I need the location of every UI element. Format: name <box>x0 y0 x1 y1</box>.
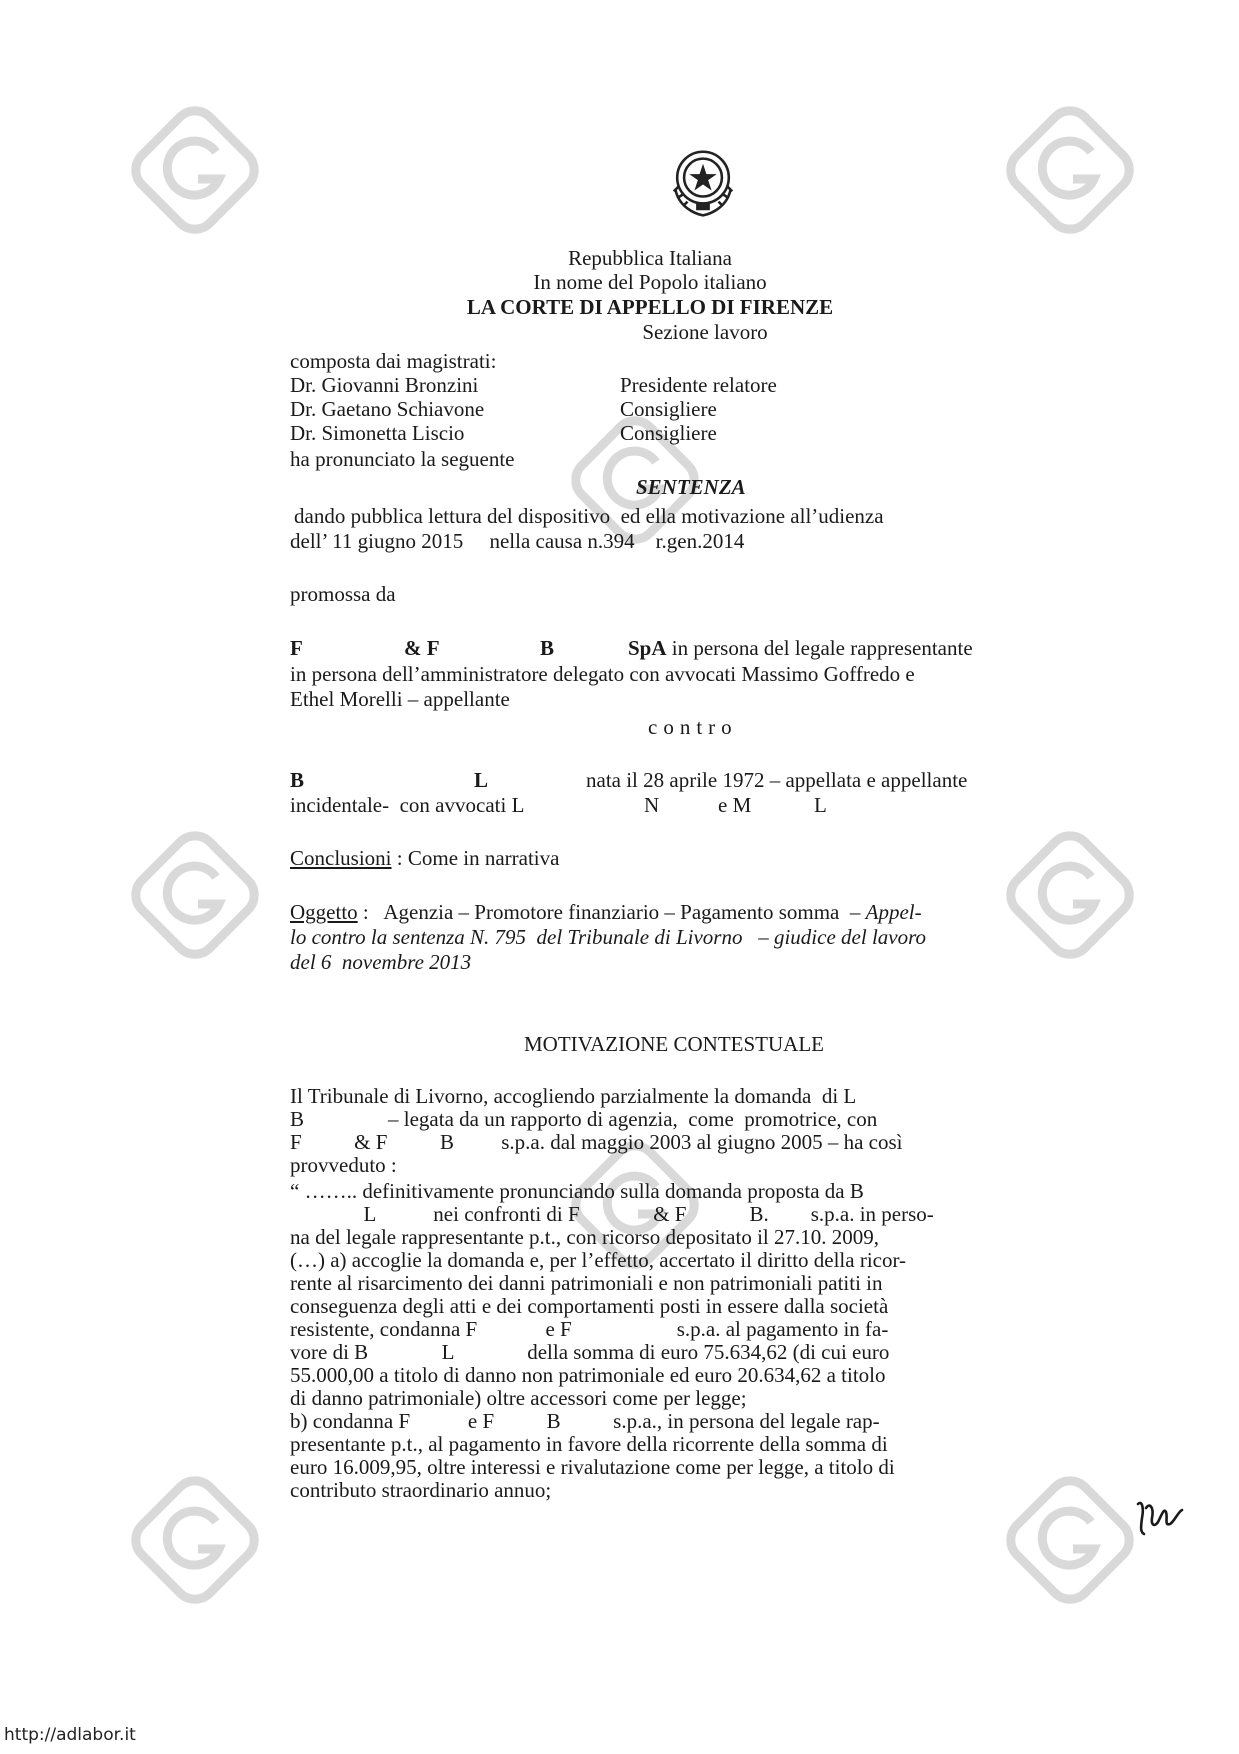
section-heading: Sezione lavoro <box>642 320 768 344</box>
appellee-initial: L <box>474 768 489 792</box>
appellant-representation: in persona del legale rappresentante <box>666 636 973 660</box>
watermark-logo-icon <box>995 95 1145 245</box>
appellant-company <box>628 636 973 660</box>
appellee-birth-line: nata il 28 aprile 1972 – appellata e appellante <box>586 768 968 792</box>
motivazione-title: MOTIVAZIONE CONTESTUALE <box>524 1032 824 1056</box>
body-line: b) condanna F e F B s.p.a., in persona del legale rap- <box>290 1409 880 1433</box>
composition-intro: composta dai magistrati: <box>290 349 497 373</box>
handwritten-initials-icon <box>1134 1498 1190 1538</box>
judge-name: Dr. Simonetta Liscio <box>290 421 465 445</box>
oggetto-line: lo contro la sentenza N. 795 del Tribunale di Livorno – giudice del lavoro <box>290 925 926 949</box>
body-line: resistente, condanna F e F s.p.a. al pagamento in fa- <box>290 1317 889 1341</box>
body-line: na del legale rappresentante p.t., con ricorso depositato il 27.10. 2009, <box>290 1225 879 1249</box>
oggetto-italic-text: Appel- <box>865 900 922 924</box>
appellant-line: Ethel Morelli – appellante <box>290 687 510 711</box>
appellee-counsel-line: incidentale- con avvocati L <box>290 793 525 817</box>
body-line: “ …….. definitivamente pronunciando sulla domanda proposta da B <box>290 1179 864 1203</box>
judge-name: Dr. Giovanni Bronzini <box>290 373 479 397</box>
appellant-company-type: SpA <box>628 636 667 660</box>
judge-role: Consigliere <box>620 421 717 445</box>
body-line: 55.000,00 a titolo di danno non patrimoniale ed euro 20.634,62 a titolo <box>290 1363 886 1387</box>
republic-emblem-icon <box>660 138 746 224</box>
body-line: F & F B s.p.a. dal maggio 2003 al giugno 2005 – ha così <box>290 1130 903 1154</box>
appellee-counsel-initial: L <box>814 793 827 817</box>
appellee-counsel-initial: N <box>644 793 660 817</box>
sentenza-case-line: dell’ 11 giugno 2015 nella causa n.394 r.gen.2014 <box>290 529 745 553</box>
promossa-da-label: promossa da <box>290 582 396 606</box>
appellant-initial: B <box>540 636 555 660</box>
body-line: presentante p.t., al pagamento in favore della ricorrente della somma di <box>290 1432 888 1456</box>
conclusioni-text: : Come in narrativa <box>391 846 560 870</box>
composition-outro: ha pronunciato la seguente <box>290 447 515 471</box>
conclusioni-label: Conclusioni <box>290 846 392 870</box>
body-line: di danno patrimoniale) oltre accessori come per legge; <box>290 1386 747 1410</box>
republic-heading: Repubblica Italiana <box>568 246 732 270</box>
watermark-logo-icon <box>995 1465 1145 1615</box>
court-title: LA CORTE DI APPELLO DI FIRENZE <box>466 295 834 319</box>
body-line: provveduto : <box>290 1153 397 1177</box>
appellant-line: in persona dell’amministratore delegato con avvocati Massimo Goffredo e <box>290 662 915 686</box>
judge-role: Presidente relatore <box>620 373 777 397</box>
body-line: vore di B L della somma di euro 75.634,62 (di cui euro <box>290 1340 890 1364</box>
appellee-counsel-initial: e M <box>718 793 752 817</box>
oggetto-line: del 6 novembre 2013 <box>290 950 472 974</box>
judge-role: Consigliere <box>620 397 717 421</box>
oggetto-line <box>290 900 922 924</box>
appellant-initial: & F <box>404 636 440 660</box>
conclusioni-line <box>290 846 559 870</box>
people-heading: In nome del Popolo italiano <box>533 270 767 294</box>
body-line: L nei confronti di F & F B. s.p.a. in perso- <box>290 1202 934 1226</box>
watermark-logo-icon <box>995 820 1145 970</box>
body-line: Il Tribunale di Livorno, accogliendo parzialmente la domanda di L <box>290 1084 857 1108</box>
contro-label: contro <box>648 715 738 739</box>
body-line: contributo straordinario annuo; <box>290 1478 552 1502</box>
body-line: conseguenza degli atti e dei comportamenti posti in essere dalla società <box>290 1294 889 1318</box>
judge-name: Dr. Gaetano Schiavone <box>290 397 485 421</box>
appellee-initial: B <box>290 768 305 792</box>
body-line: (…) a) accoglie la domanda e, per l’effetto, accertato il diritto della ricor- <box>290 1248 907 1272</box>
body-line: rente al risarcimento dei danni patrimoniali e non patrimoniali patiti in <box>290 1271 883 1295</box>
watermark-logo-icon <box>120 1465 270 1615</box>
oggetto-text: : Agenzia – Promotore finanziario – Pagamento somma – <box>357 900 866 924</box>
body-line: B – legata da un rapporto di agenzia, come promotrice, con <box>290 1107 878 1131</box>
body-line: euro 16.009,95, oltre interessi e rivalutazione come per legge, a titolo di <box>290 1455 895 1479</box>
footer-url-link[interactable]: http://adlabor.it <box>4 1725 136 1745</box>
appellant-initial: F <box>290 636 303 660</box>
watermark-logo-icon <box>120 820 270 970</box>
oggetto-label: Oggetto <box>290 900 358 924</box>
watermark-logo-icon <box>120 95 270 245</box>
sentenza-title: SENTENZA <box>636 475 746 499</box>
sentenza-reading-line: dando pubblica lettura del dispositivo ed ella motivazione all’udienza <box>294 504 884 528</box>
